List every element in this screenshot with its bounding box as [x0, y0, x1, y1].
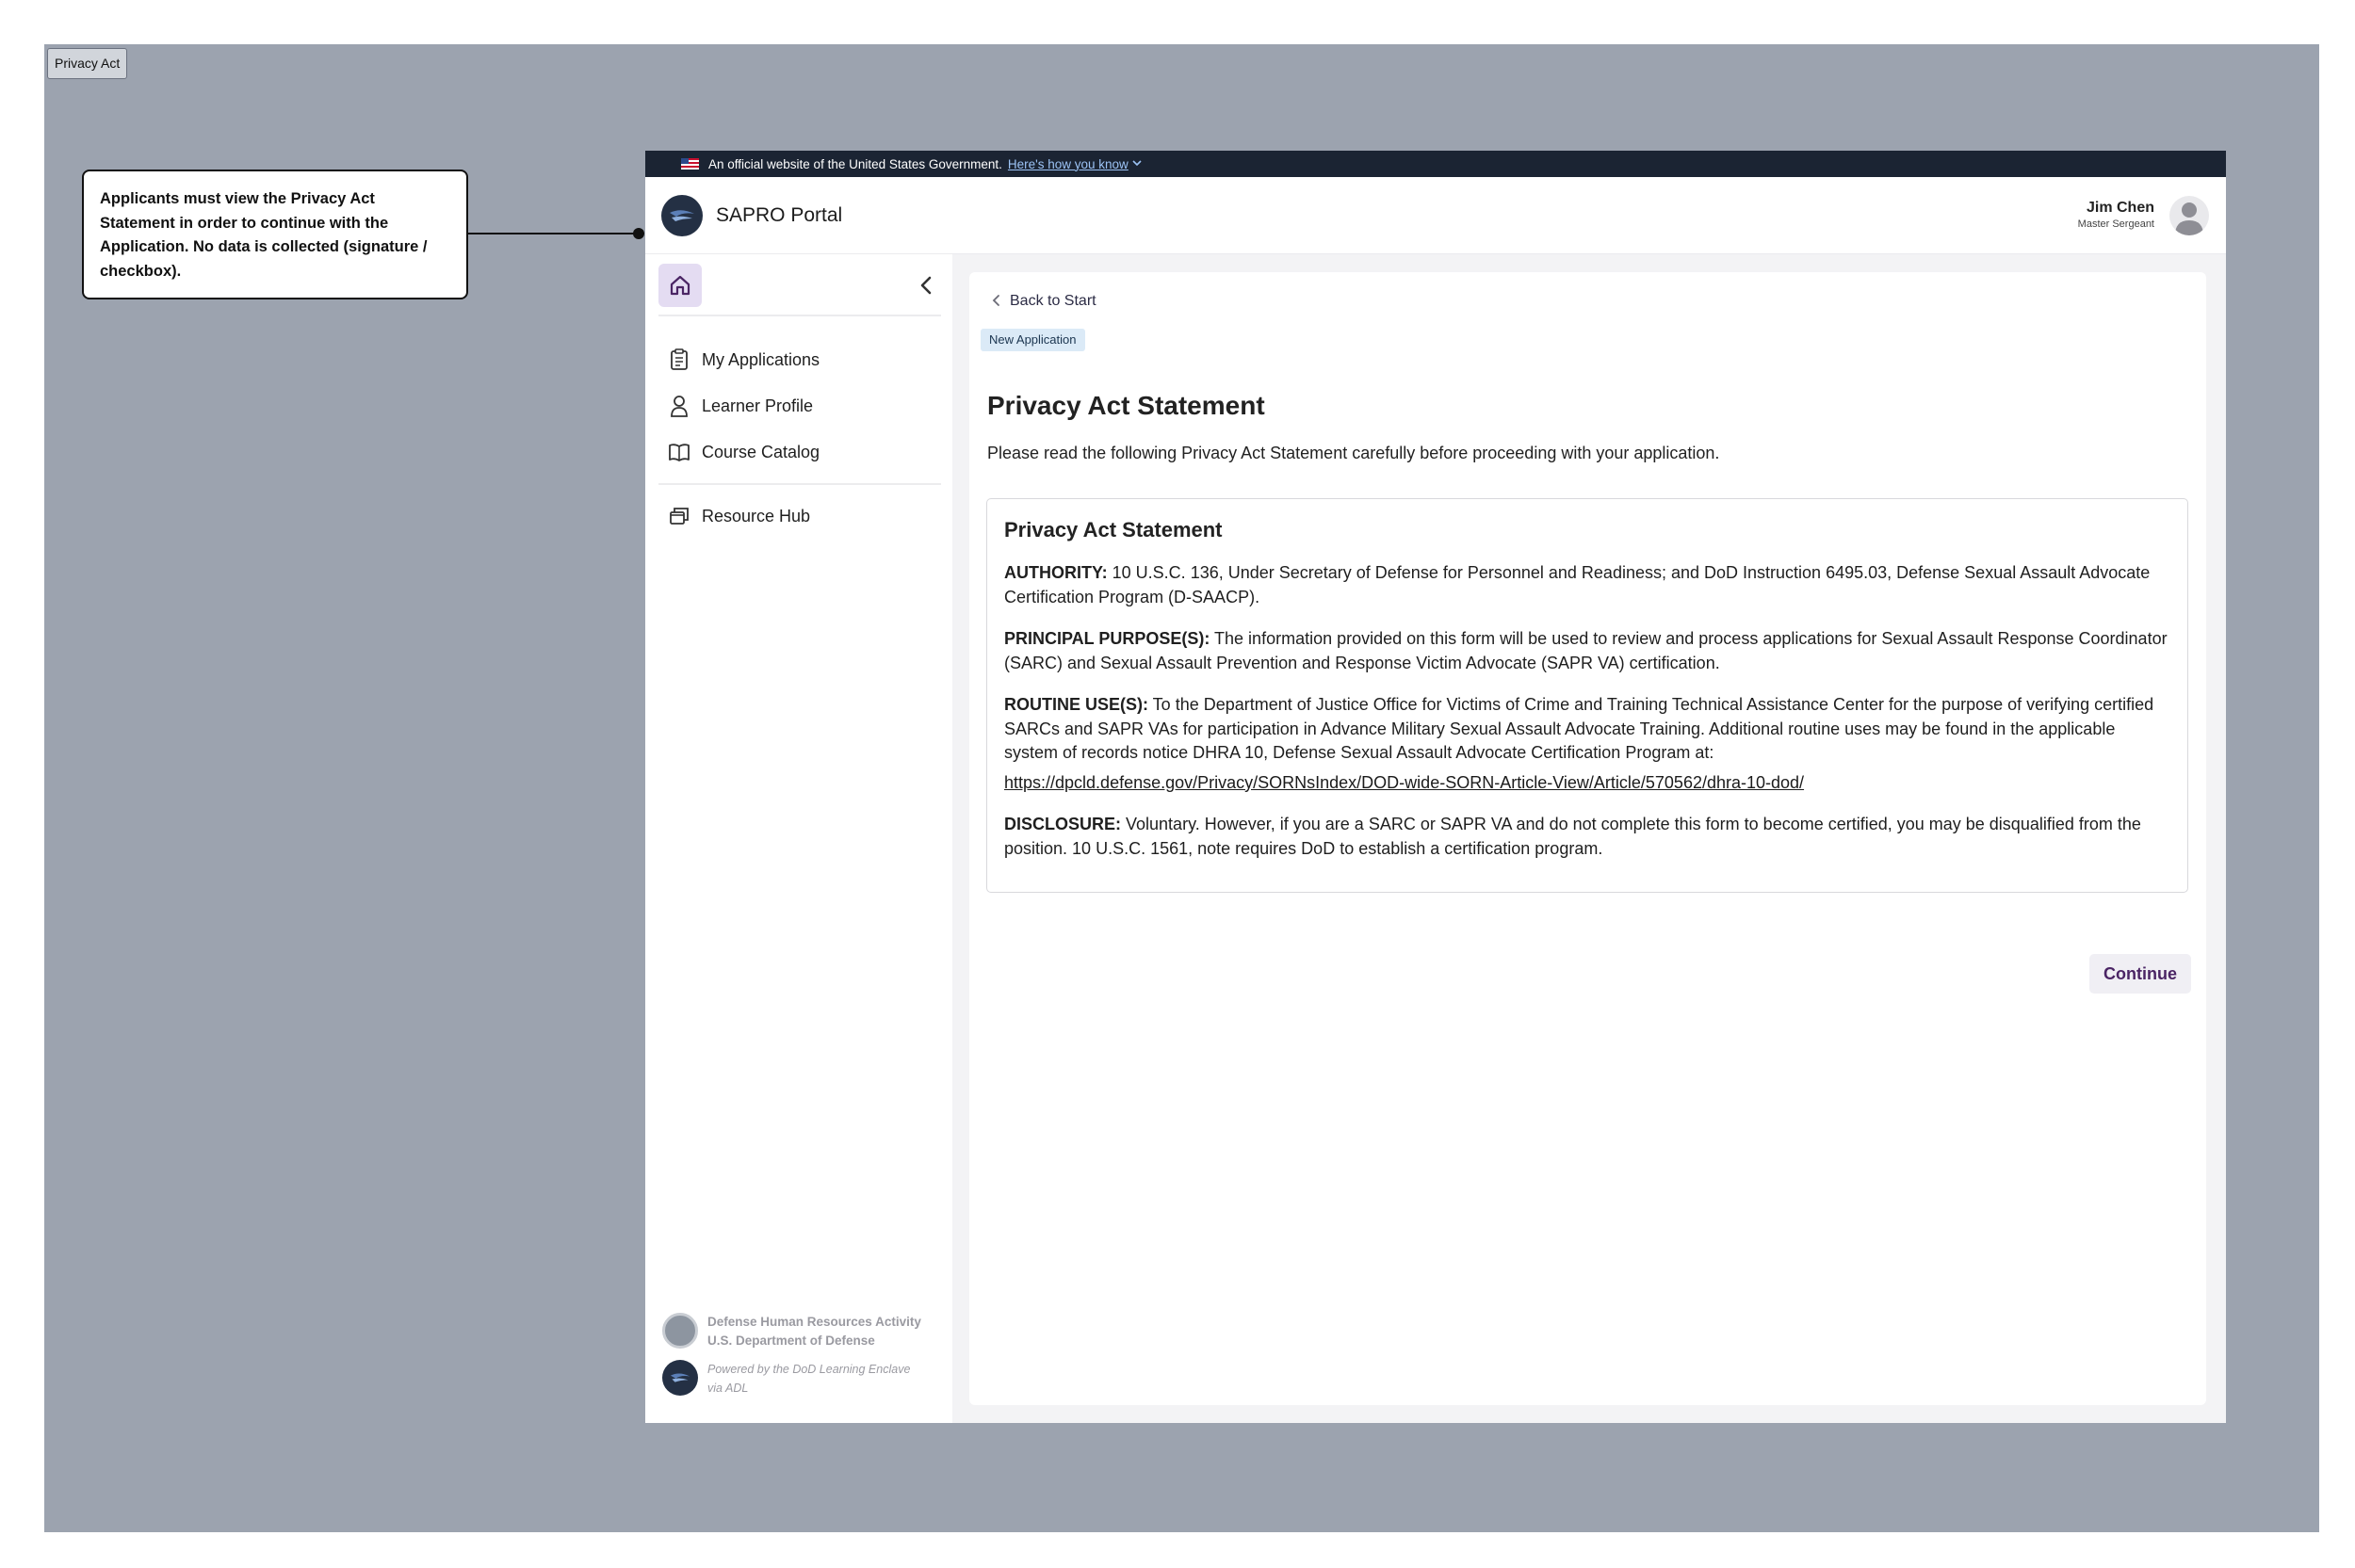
- annotation-connector: [468, 233, 638, 234]
- statement-heading: Privacy Act Statement: [1004, 518, 1223, 542]
- app-window: [645, 151, 2226, 1423]
- org-line-2: U.S. Department of Defense: [707, 1334, 875, 1348]
- book-icon: [668, 440, 690, 464]
- sidebar: [645, 254, 952, 1423]
- page-title: Privacy Act Statement: [987, 391, 1265, 420]
- clipboard-icon: [668, 348, 690, 372]
- home-button[interactable]: [658, 264, 702, 307]
- purpose-label: PRINCIPAL PURPOSE(S):: [1004, 629, 1210, 648]
- main-content: [969, 272, 2206, 1405]
- powered-line-1: Powered by the DoD Learning Enclave: [707, 1363, 911, 1376]
- sapro-logo-icon[interactable]: [661, 195, 703, 236]
- status-badge: New Application: [981, 329, 1085, 351]
- intro-text: Please read the following Privacy Act Statement carefully before proceeding with your application.: [987, 444, 1720, 462]
- powered-by-credit: [662, 1360, 945, 1398]
- sidebar-item-my-applications[interactable]: [668, 346, 820, 374]
- user-name: Jim Chen: [2086, 200, 2154, 216]
- back-to-start-label: Back to Start: [1010, 293, 1096, 309]
- annotation-connector-dot: [633, 228, 644, 239]
- disclosure-paragraph: [1004, 813, 2170, 861]
- purpose-paragraph: [1004, 627, 2170, 675]
- disclosure-text: Voluntary. However, if you are a SARC or SAPR VA and do not complete this form to become certified, you may be disqualified from the position. 10 U.S.C. 1561, note requires DoD to establish a certification program.: [1004, 815, 2141, 858]
- app-header: [645, 177, 2226, 254]
- person-icon: [668, 394, 690, 418]
- routine-label: ROUTINE USE(S):: [1004, 695, 1148, 714]
- sidebar-item-label: Course Catalog: [702, 442, 820, 461]
- chevron-left-icon: [992, 294, 1000, 310]
- sidebar-footer: [662, 1313, 945, 1407]
- authority-label: AUTHORITY:: [1004, 563, 1108, 582]
- sidebar-divider: [658, 315, 941, 316]
- user-rank: Master Sergeant: [2077, 218, 2154, 230]
- dod-seal-icon: [662, 1313, 698, 1349]
- sorn-link[interactable]: https://dpcld.defense.gov/Privacy/SORNsIndex/DOD-wide-SORN-Article-View/Article/570562/dhra-10-dod/: [1004, 772, 1805, 792]
- powered-line-2: via ADL: [707, 1382, 749, 1395]
- sidebar-item-label: My Applications: [702, 349, 820, 369]
- routine-text: To the Department of Justice Office for Victims of Crime and Training Technical Assistance Center for the purpose of verifying certified SARCs and SAPR VAs for participation in Advance Military Sexual Assault Advocate Training. Additional routine uses may be found in the applicable system of records notice DHRA 10, Defense Sexual Assault Advocate Certification Program at:: [1004, 695, 2154, 762]
- home-icon: [668, 273, 692, 298]
- continue-button[interactable]: Continue: [2089, 954, 2191, 994]
- user-info[interactable]: [2078, 200, 2154, 230]
- us-flag-icon: [681, 158, 699, 170]
- back-to-start-link[interactable]: [992, 289, 1096, 314]
- sidebar-item-label: Learner Profile: [702, 396, 814, 415]
- sidebar-item-label: Resource Hub: [702, 506, 811, 525]
- sidebar-item-learner-profile[interactable]: [668, 392, 813, 420]
- disclosure-label: DISCLOSURE:: [1004, 815, 1122, 833]
- collapse-sidebar-button[interactable]: [915, 271, 937, 299]
- annotation-note: Applicants must view the Privacy Act Statement in order to continue with the Application. No data is collected (signature / checkbox).: [82, 170, 468, 299]
- sidebar-item-resource-hub[interactable]: [668, 502, 810, 530]
- org-line-1: Defense Human Resources Activity: [707, 1315, 921, 1329]
- windows-icon: [668, 504, 690, 528]
- sidebar-item-course-catalog[interactable]: [668, 438, 820, 466]
- sidebar-divider: [658, 483, 941, 485]
- gov-banner-link[interactable]: Here's how you know: [1007, 156, 1129, 171]
- app-name[interactable]: SAPRO Portal: [716, 203, 843, 226]
- privacy-statement-box: [986, 498, 2188, 893]
- avatar[interactable]: [2169, 196, 2209, 235]
- purpose-text: The information provided on this form will be used to review and process applications for Sexual Assault Response Coordinator (SARC) and Sexual Assault Prevention and Response Victim Advocate (SAPR VA) certification.: [1004, 629, 2168, 672]
- authority-paragraph: [1004, 561, 2170, 609]
- gov-banner: [645, 151, 2226, 177]
- routine-use-paragraph: [1004, 693, 2170, 766]
- chevron-left-icon: [919, 275, 933, 296]
- chevron-down-icon[interactable]: [1132, 158, 1142, 170]
- gov-banner-text: An official website of the United States Government.: [708, 156, 1002, 171]
- learning-enclave-logo-icon: [662, 1360, 698, 1396]
- authority-text: 10 U.S.C. 136, Under Secretary of Defense for Personnel and Readiness; and DoD Instruction 6495.03, Defense Sexual Assault Advocate Certification Program (D-SAACP).: [1004, 563, 2151, 606]
- org-credit: [662, 1313, 945, 1350]
- frame-tag: Privacy Act: [47, 48, 127, 79]
